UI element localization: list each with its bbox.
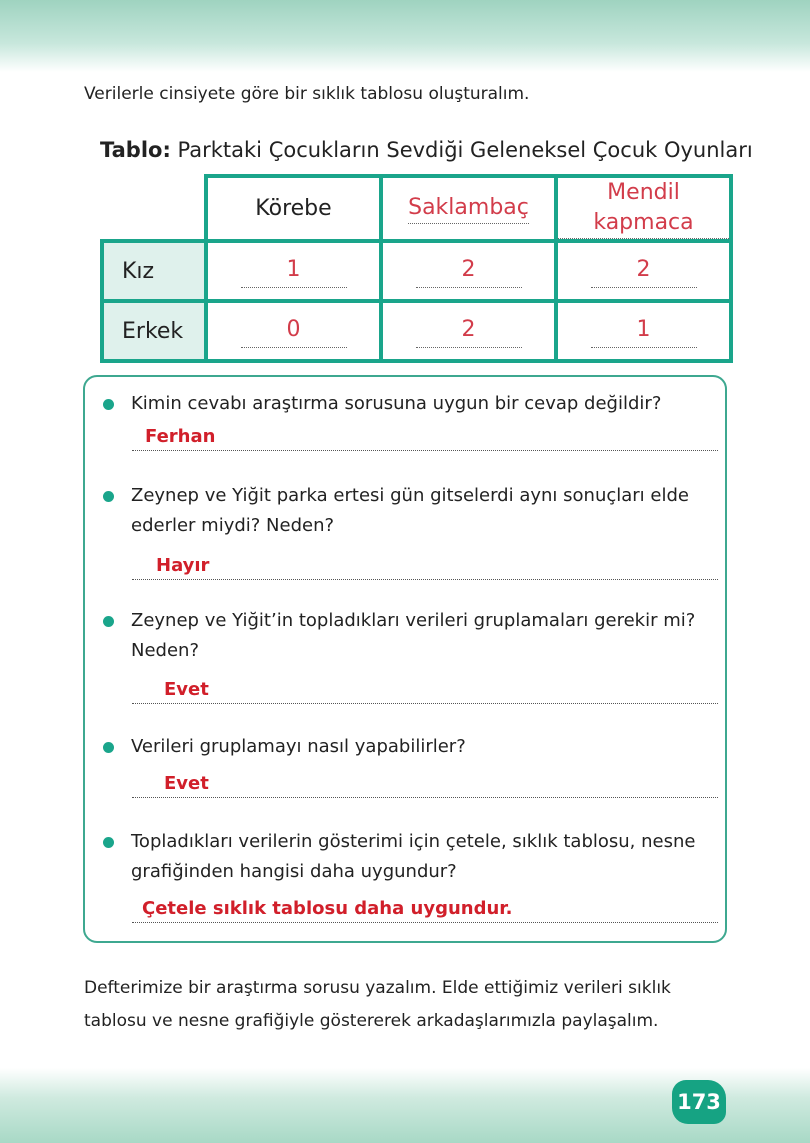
bullet-icon [103,399,114,410]
cell-kiz-saklambac: 2 [381,241,556,301]
answer-2[interactable]: Hayır [132,552,718,580]
column-header-saklambac: Saklambaç [381,176,556,241]
frequency-table [100,174,733,363]
intro-text: Verilerle cinsiyete göre bir sıklık tablosu oluşturalım. [84,84,530,104]
question-2: Zeynep ve Yiğit parka ertesi gün gitselerdi aynı sonuçları elde ederler miydi? Neden? [103,481,703,541]
column-header-korebe: Körebe [206,176,381,241]
page-number-badge: 173 [672,1080,726,1124]
bullet-icon [103,491,114,502]
bullet-icon [103,616,114,627]
question-4: Verileri gruplamayı nasıl yapabilirler? [103,732,703,762]
bullet-icon [103,742,114,753]
table-header-row [102,176,731,241]
table-title-label: Tablo: [100,138,171,162]
questions-box [83,375,727,943]
bullet-icon [103,837,114,848]
table-row-kiz [102,241,731,301]
cell-erkek-saklambac: 2 [381,301,556,361]
table-title [100,138,753,162]
answer-4[interactable]: Evet [132,770,718,798]
cell-erkek-mendil-kapmaca: 1 [556,301,731,361]
answer-1[interactable]: Ferhan [132,423,718,451]
cell-kiz-korebe: 1 [206,241,381,301]
answer-3[interactable]: Evet [132,676,718,704]
row-header-kiz: Kız [102,241,206,301]
question-5: Topladıkları verilerin gösterimi için çetele, sıklık tablosu, nesne grafiğinden hangisi daha uygundur? [103,827,703,887]
row-header-erkek: Erkek [102,301,206,361]
table-title-text: Parktaki Çocukların Sevdiği Geleneksel Çocuk Oyunları [170,138,753,162]
top-decorative-band [0,0,810,72]
table-corner-cell [102,176,206,241]
question-3: Zeynep ve Yiğit’in topladıkları verileri gruplamaları gerekir mi? Neden? [103,606,703,666]
answer-5[interactable]: Çetele sıklık tablosu daha uygundur. [132,895,718,923]
cell-kiz-mendil-kapmaca: 2 [556,241,731,301]
outro-text: Defterimize bir araştırma sorusu yazalım. Elde ettiğimiz verileri sıklık tablosu ve nesne grafiğiyle göstererek arkadaşlarımızla paylaşalım. [84,978,671,1031]
cell-erkek-korebe: 0 [206,301,381,361]
column-header-mendil-kapmaca: Mendil kapmaca [556,176,731,241]
question-1: Kimin cevabı araştırma sorusuna uygun bir cevap değildir? [103,389,703,419]
table-row-erkek [102,301,731,361]
